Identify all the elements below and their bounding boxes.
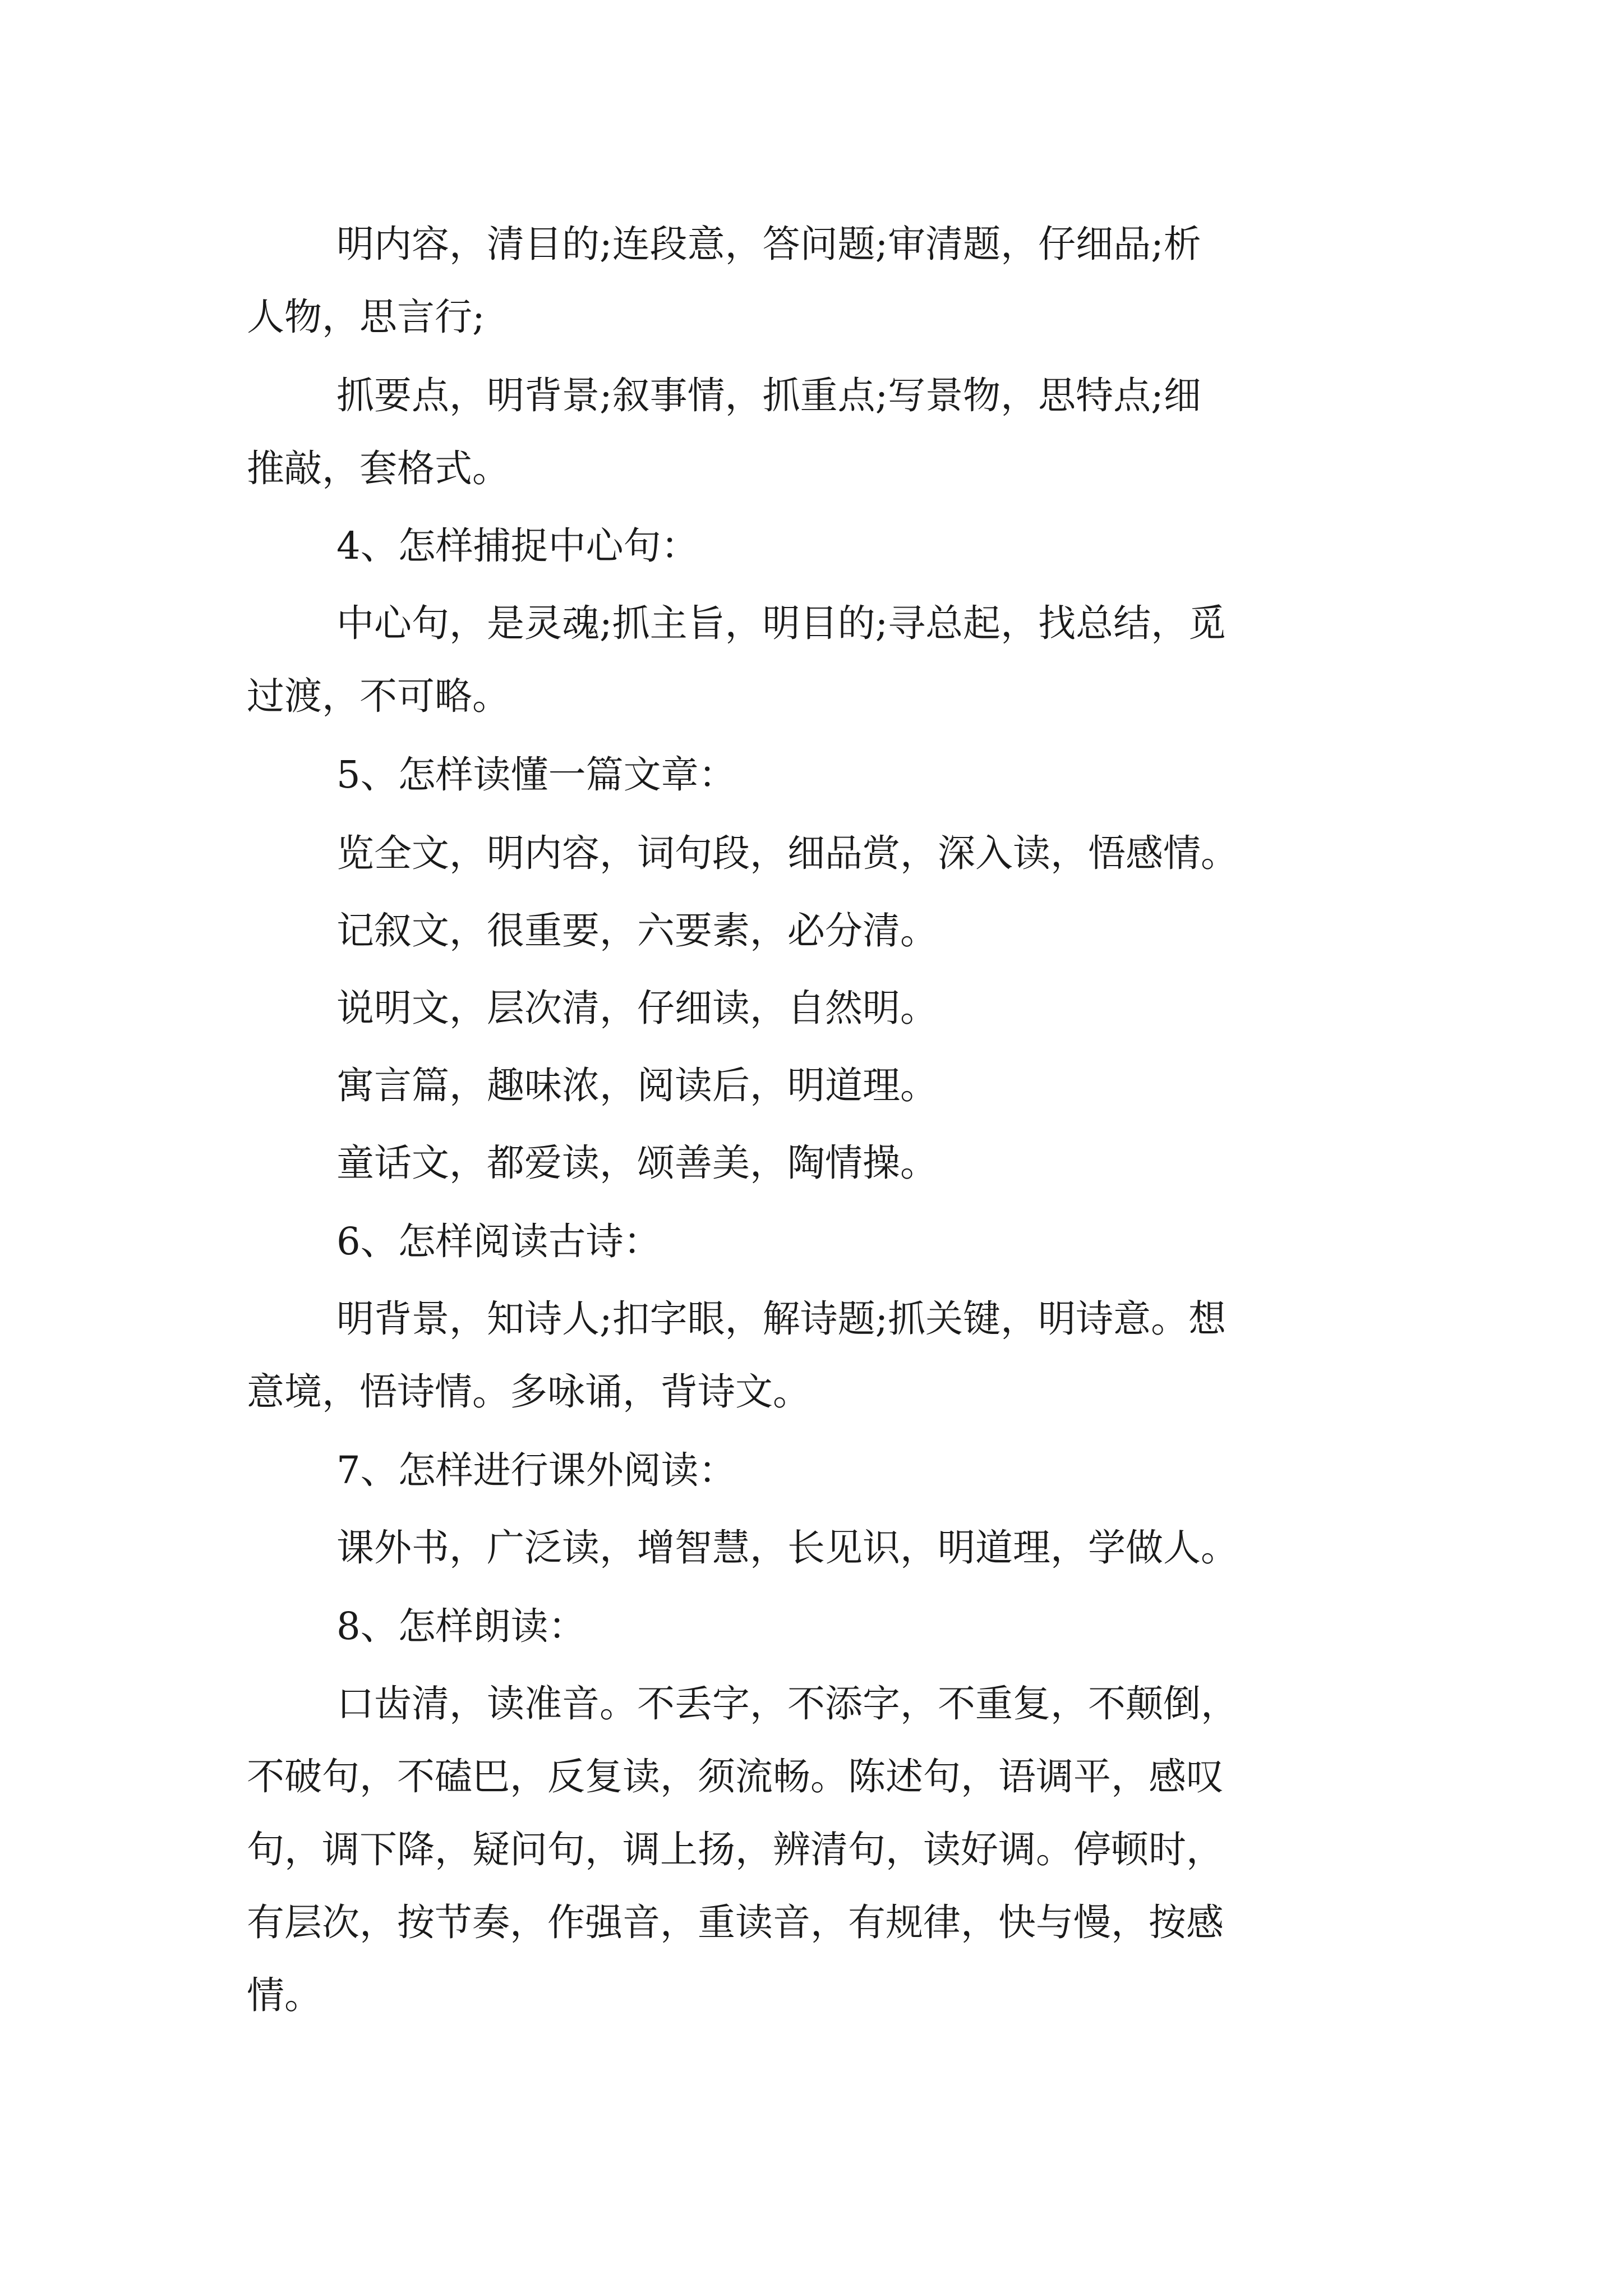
text-line: 情。	[247, 1973, 322, 2017]
text-line: 6、怎样阅读古诗：	[336, 1220, 661, 1263]
text-line: 寓言篇，趣味浓，阅读后，明道理。	[336, 1064, 938, 1107]
text-line: 4、怎样捕捉中心句：	[336, 524, 699, 568]
text-line: 过渡，不可略。	[247, 674, 510, 718]
text-line: 童话文，都爱读，颂善美，陶情操。	[336, 1141, 938, 1185]
text-line: 有层次，按节奏，作强音，重读音，有规律，快与慢，按感	[247, 1901, 1224, 1944]
text-line: 5、怎样读懂一篇文章：	[336, 753, 736, 797]
text-line: 中心句，是灵魂;抓主旨，明目的;寻总起，找总结，觅	[336, 601, 1227, 645]
text-line: 句，调下降，疑问句，调上扬，辨清句，读好调。停顿时，	[247, 1828, 1224, 1871]
text-line: 意境，悟诗情。多咏诵，背诗文。	[247, 1370, 810, 1414]
text-line: 推敲，套格式。	[247, 447, 510, 490]
text-line: 抓要点，明背景;叙事情，抓重点;写景物，思特点;细	[336, 374, 1201, 417]
text-line: 明背景，知诗人;扣字眼，解诗题;抓关键，明诗意。想	[336, 1297, 1227, 1341]
text-line: 记叙文，很重要，六要素，必分清。	[336, 909, 938, 953]
text-line: 明内容，清目的;连段意，答问题;审清题，仔细品;析	[336, 222, 1201, 266]
text-line: 览全文，明内容，词句段，细品赏，深入读，悟感情。	[336, 831, 1238, 875]
text-line: 课外书，广泛读，增智慧，长见识，明道理，学做人。	[336, 1526, 1238, 1570]
text-line: 人物，思言行;	[247, 295, 485, 339]
text-line: 口齿清，读准音。不丢字，不添字，不重复，不颠倒，	[336, 1682, 1238, 1726]
text-line: 说明文，层次清，仔细读，自然明。	[336, 986, 938, 1030]
text-line: 8、怎样朗读：	[336, 1604, 586, 1648]
text-line: 不破句，不磕巴，反复读，须流畅。陈述句，语调平，感叹	[247, 1755, 1224, 1798]
text-line: 7、怎样进行课外阅读：	[336, 1448, 736, 1492]
